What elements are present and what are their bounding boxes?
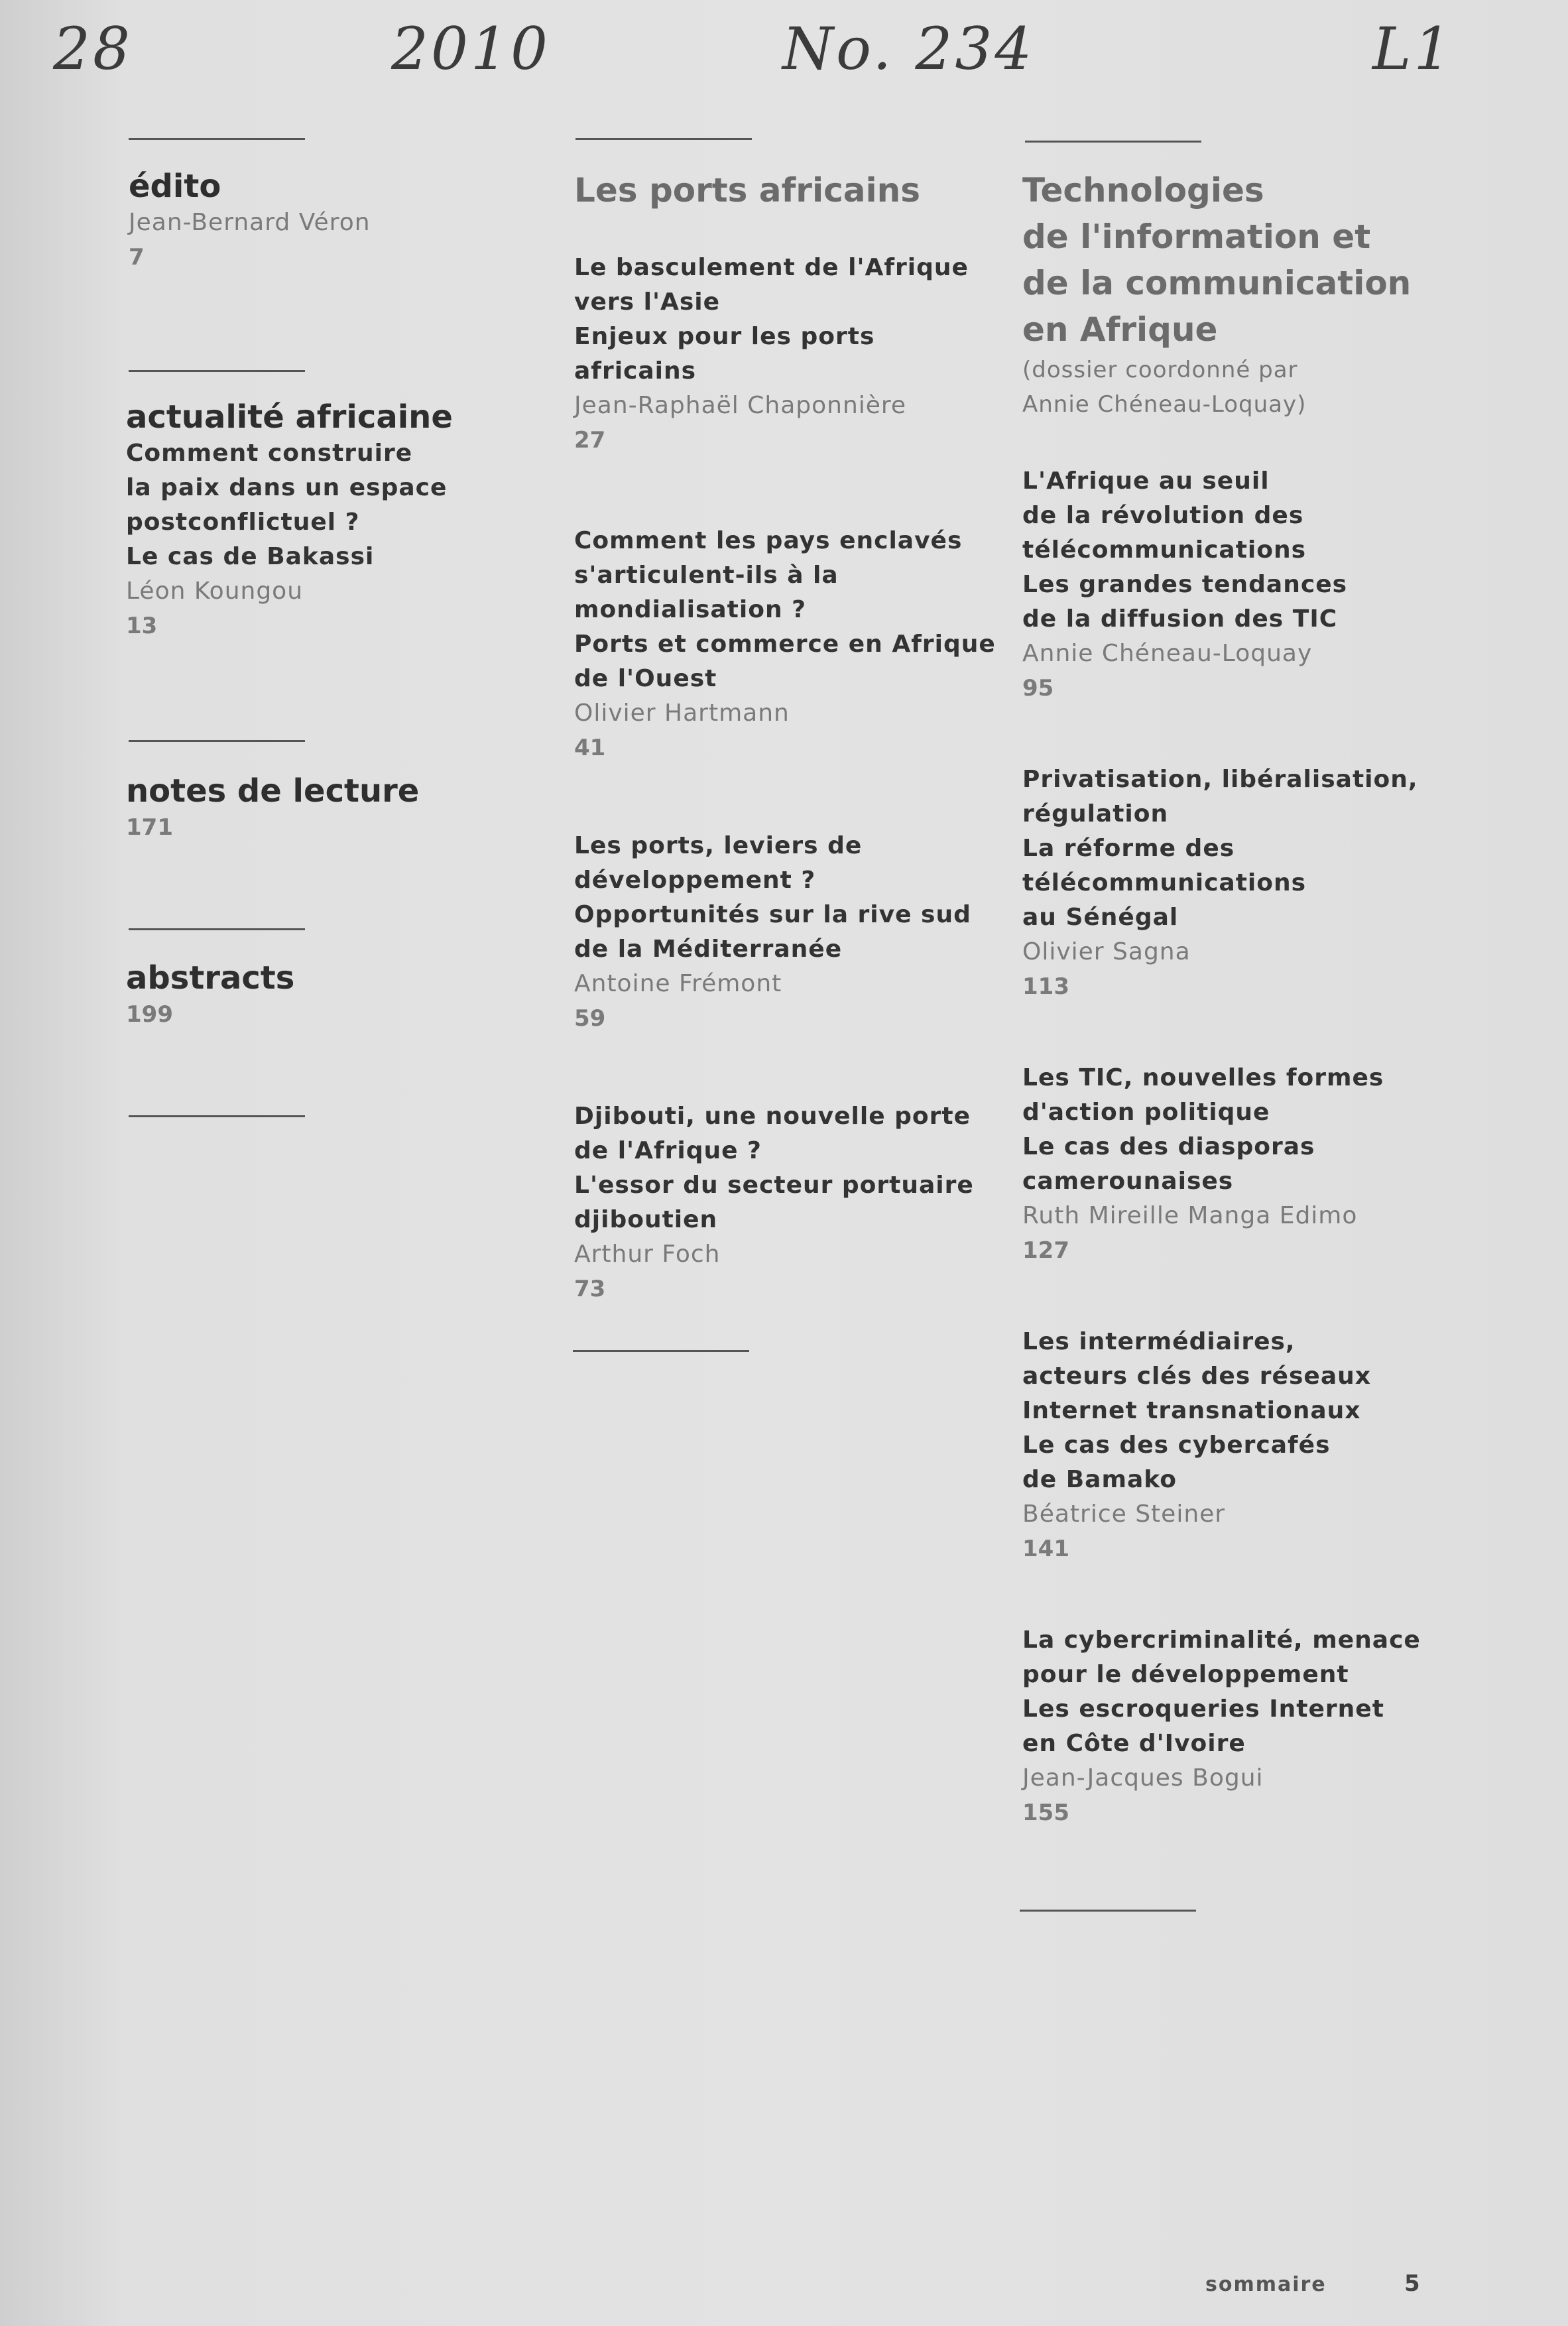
notes-title: notes de lecture xyxy=(126,772,420,810)
handwritten-issue: No. 234 xyxy=(782,15,1035,83)
tic-title-line: Technologies xyxy=(1022,171,1264,210)
abstracts-title: abstracts xyxy=(126,959,295,997)
article-line: de la diffusion des TIC xyxy=(1022,605,1338,633)
article-line: de la révolution des xyxy=(1022,502,1304,529)
article-line: de Bamako xyxy=(1022,1466,1177,1493)
notes-section xyxy=(126,772,537,845)
article-line: L'essor du secteur portuaire xyxy=(574,1172,974,1199)
article-entry xyxy=(1022,1623,1526,1830)
ports-section xyxy=(574,167,998,1347)
article-entry xyxy=(1022,763,1526,1004)
handwritten-year: 2010 xyxy=(391,15,550,83)
article-line: Les intermédiaires, xyxy=(1022,1328,1296,1355)
article-page: 155 xyxy=(1022,1800,1069,1826)
article-page: 113 xyxy=(1022,973,1069,1000)
article-page: 41 xyxy=(574,735,606,761)
article-page: 95 xyxy=(1022,675,1054,702)
tic-title-line: en Afrique xyxy=(1022,310,1218,349)
article-author: Ruth Mireille Manga Edimo xyxy=(1022,1202,1358,1229)
article-line: au Sénégal xyxy=(1022,904,1179,931)
article-line: Les ports, leviers de xyxy=(574,832,863,859)
article-page: 127 xyxy=(1022,1237,1069,1264)
article-line: Les TIC, nouvelles formes xyxy=(1022,1064,1384,1091)
article-line: de la Méditerranée xyxy=(574,936,843,963)
article-author: Antoine Frémont xyxy=(574,970,782,997)
tic-subtitle-line: Annie Chéneau-Loquay) xyxy=(1022,391,1307,418)
handwritten-number-left: 28 xyxy=(53,15,133,83)
abstracts-section xyxy=(126,959,537,1032)
actualite-line: Comment construire xyxy=(126,440,413,467)
article-line: Le basculement de l'Afrique xyxy=(574,254,969,281)
article-entry xyxy=(574,524,998,765)
article-author: Annie Chéneau-Loquay xyxy=(1022,640,1313,667)
edito-section xyxy=(129,167,500,275)
article-entry xyxy=(1022,464,1526,705)
article-line: télécommunications xyxy=(1022,869,1307,896)
actualite-author: Léon Koungou xyxy=(126,578,304,605)
divider-rule xyxy=(573,1350,749,1352)
article-line: Privatisation, libéralisation, xyxy=(1022,766,1418,793)
ports-title: Les ports africains xyxy=(574,171,920,210)
article-page: 59 xyxy=(574,1005,606,1032)
article-line: de l'Ouest xyxy=(574,665,717,692)
article-line: djiboutien xyxy=(574,1206,718,1233)
article-line: développement ? xyxy=(574,867,816,894)
article-line: acteurs clés des réseaux xyxy=(1022,1363,1371,1390)
article-line: Opportunités sur la rive sud xyxy=(574,901,971,928)
divider-rule xyxy=(1025,141,1201,143)
footer-label: sommaire xyxy=(1205,2273,1327,2296)
divider-rule xyxy=(129,928,305,930)
divider-rule xyxy=(129,1115,305,1117)
article-line: Djibouti, une nouvelle porte xyxy=(574,1103,971,1130)
article-author: Jean-Raphaël Chaponnière xyxy=(574,392,907,419)
article-line: d'action politique xyxy=(1022,1099,1270,1126)
article-line: Les escroqueries Internet xyxy=(1022,1695,1384,1723)
article-line: s'articulent-ils à la xyxy=(574,562,839,589)
edito-page: 7 xyxy=(129,244,145,271)
article-line: Internet transnationaux xyxy=(1022,1397,1361,1424)
article-author: Olivier Hartmann xyxy=(574,700,790,727)
article-line: Le cas des cybercafés xyxy=(1022,1432,1331,1459)
article-line: vers l'Asie xyxy=(574,288,721,316)
actualite-page: 13 xyxy=(126,613,158,639)
article-author: Arthur Foch xyxy=(574,1241,721,1268)
article-author: Jean-Jacques Bogui xyxy=(1022,1764,1264,1792)
divider-rule xyxy=(1020,1910,1196,1912)
article-line: La cybercriminalité, menace xyxy=(1022,1626,1421,1654)
article-author: Olivier Sagna xyxy=(1022,938,1191,965)
actualite-section xyxy=(126,398,537,643)
article-line: L'Afrique au seuil xyxy=(1022,467,1270,495)
article-entry xyxy=(1022,1061,1526,1268)
article-page: 73 xyxy=(574,1276,606,1302)
article-line: régulation xyxy=(1022,800,1169,827)
article-line: de l'Afrique ? xyxy=(574,1137,762,1164)
tic-section xyxy=(1022,167,1526,1871)
article-entry xyxy=(574,1099,998,1306)
article-line: camerounaises xyxy=(1022,1168,1234,1195)
footer-page-number: 5 xyxy=(1404,2270,1420,2297)
article-line: pour le développement xyxy=(1022,1661,1349,1688)
article-entry xyxy=(574,829,998,1036)
article-entry xyxy=(1022,1325,1526,1566)
actualite-line: la paix dans un espace xyxy=(126,474,448,501)
abstracts-page: 199 xyxy=(126,1001,173,1028)
article-page: 141 xyxy=(1022,1536,1069,1562)
divider-rule xyxy=(129,138,305,140)
edito-title: édito xyxy=(129,168,221,205)
article-line: La réforme des xyxy=(1022,835,1235,862)
edito-author: Jean-Bernard Véron xyxy=(129,209,371,236)
actualite-line: postconflictuel ? xyxy=(126,509,360,536)
divider-rule xyxy=(129,740,305,742)
article-line: télécommunications xyxy=(1022,536,1307,564)
article-line: Comment les pays enclavés xyxy=(574,527,963,554)
article-line: Le cas des diasporas xyxy=(1022,1133,1315,1160)
article-page: 27 xyxy=(574,427,606,454)
article-line: Ports et commerce en Afrique xyxy=(574,631,996,658)
tic-title-line: de la communication xyxy=(1022,264,1412,302)
tic-title-line: de l'information et xyxy=(1022,217,1371,256)
article-line: Les grandes tendances xyxy=(1022,571,1348,598)
article-line: en Côte d'Ivoire xyxy=(1022,1730,1246,1757)
actualite-title: actualité africaine xyxy=(126,398,453,436)
article-author: Béatrice Steiner xyxy=(1022,1500,1226,1528)
handwritten-number-right: L1 xyxy=(1372,15,1454,83)
divider-rule xyxy=(575,138,752,140)
tic-subtitle-line: (dossier coordonné par xyxy=(1022,357,1298,383)
article-line: mondialisation ? xyxy=(574,596,807,623)
actualite-line: Le cas de Bakassi xyxy=(126,543,375,570)
article-entry xyxy=(574,251,998,458)
notes-page: 171 xyxy=(126,814,173,841)
divider-rule xyxy=(129,370,305,372)
article-line: Enjeux pour les ports africains xyxy=(574,323,875,385)
